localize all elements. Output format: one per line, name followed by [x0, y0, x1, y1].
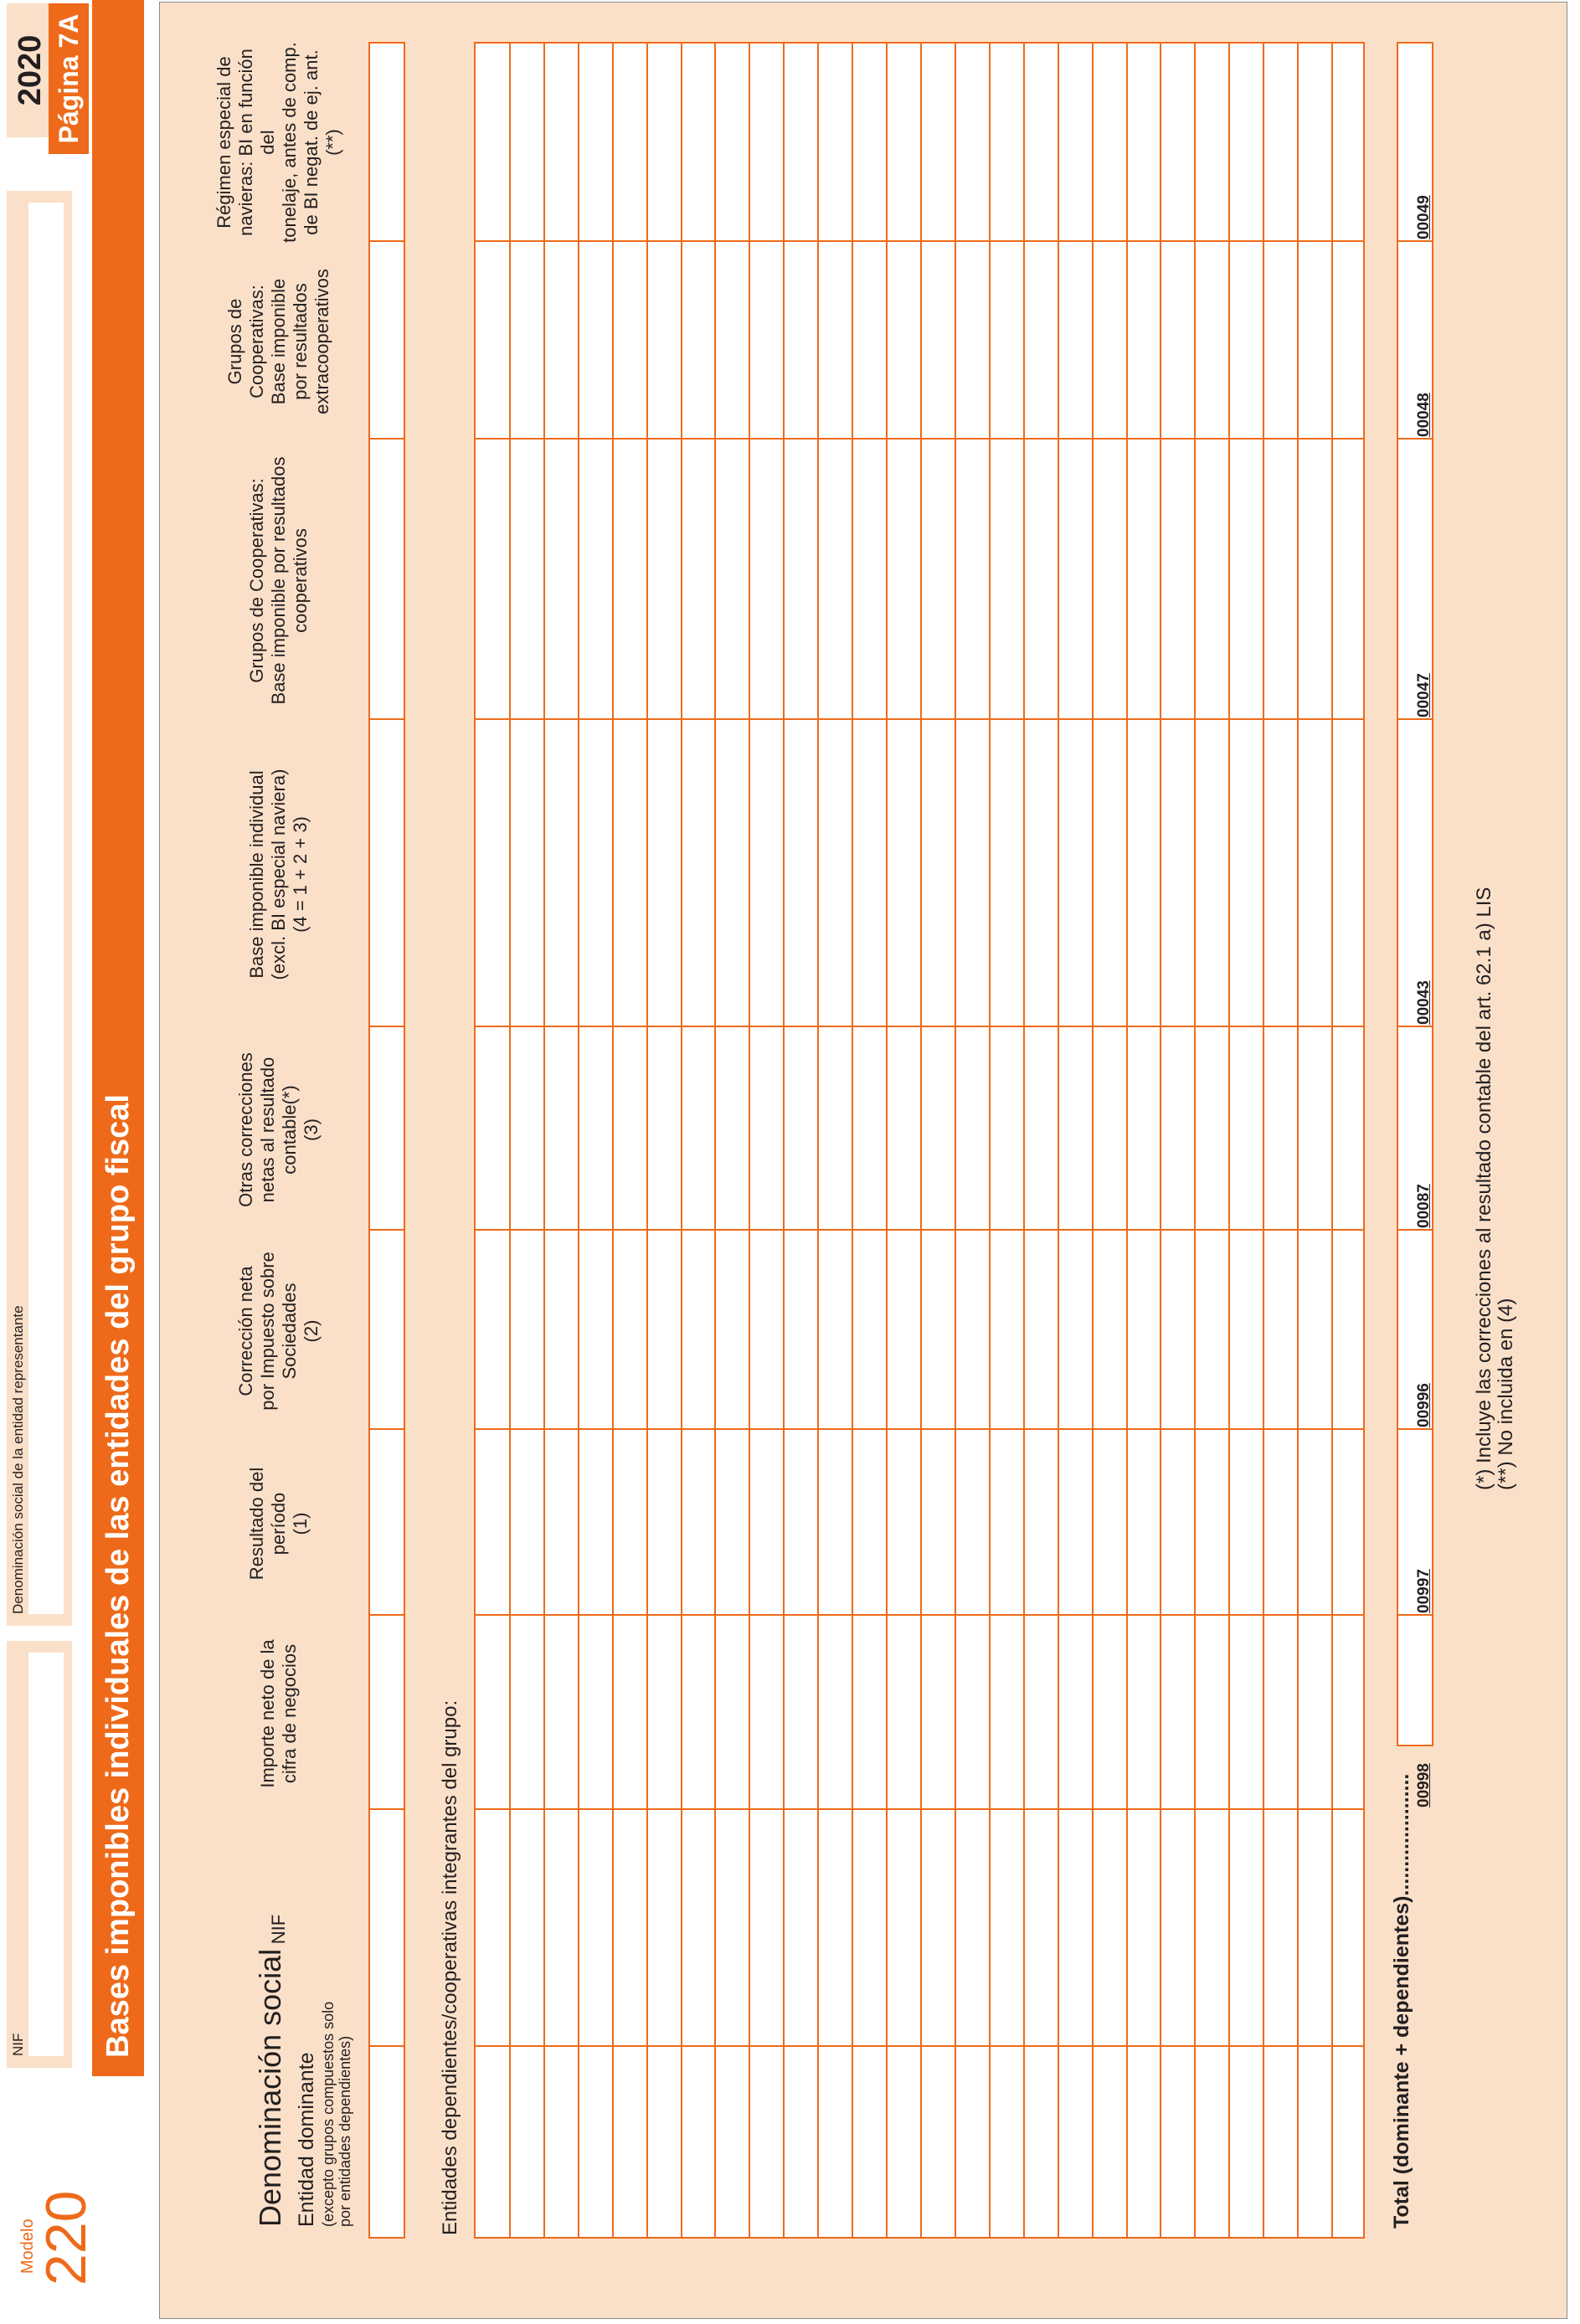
section-title: Bases imponibles individuales de las entidades del grupo fiscal — [92, 0, 144, 2076]
total-label: Total (dominante + dependientes)..................... — [1390, 1773, 1413, 2229]
column-header-label: Régimen especial de navieras: BI en función del tonelaje, antes de comp. de BI negat. de ej. ant. (**) — [214, 42, 343, 243]
total-row[interactable] — [1397, 42, 1433, 1746]
row-divider — [886, 44, 888, 2237]
row-divider — [509, 44, 511, 2237]
row-divider — [1160, 44, 1161, 2237]
entidad-dominante-label: Entidad dominante — [295, 2052, 318, 2227]
column-divider — [370, 438, 404, 440]
denominacion-heading: Denominación social — [253, 1948, 287, 2227]
column-header-3 — [193, 1431, 365, 1617]
row-divider — [852, 44, 853, 2237]
row-divider — [578, 44, 579, 2237]
page-badge: Página 7A — [49, 3, 89, 154]
row-divider — [783, 44, 785, 2237]
column-divider — [370, 240, 404, 242]
row-divider — [1263, 44, 1264, 2237]
modelo-number: 220 — [34, 2190, 98, 2285]
row-divider — [714, 44, 716, 2237]
column-header-label: Grupos de Cooperativas: Base imponible por resultados extracooperativos — [224, 269, 332, 414]
column-header-label: Importe neto de la cifra de negocios — [257, 1639, 300, 1788]
column-divider — [370, 1229, 404, 1231]
row-divider — [749, 44, 750, 2237]
row-divider — [989, 44, 991, 2237]
row-divider — [955, 44, 956, 2237]
column-divider — [370, 1614, 404, 1616]
nif-input[interactable] — [28, 1653, 64, 2056]
box-code: 00996 — [1415, 1383, 1433, 1427]
row-divider — [1023, 44, 1025, 2237]
column-header-label: Base imponible individual (excl. BI especial naviera) (4 = 1 + 2 + 3) — [246, 769, 311, 980]
column-header-8 — [193, 243, 365, 440]
footnote-1: (*) Incluye las correcciones al resultado contable del art. 62.1 a) LIS — [1473, 887, 1495, 1490]
row-divider — [1331, 44, 1333, 2237]
dominant-entity-row[interactable] — [368, 42, 405, 2239]
box-code: 00048 — [1415, 393, 1433, 437]
box-code: 00998 — [1415, 1763, 1433, 1807]
entidad-dominante-note: (excepto grupos compuestos solo por entidades dependientes) — [320, 2001, 353, 2227]
column-divider — [370, 718, 404, 720]
column-divider — [370, 1026, 404, 1027]
row-divider — [1228, 44, 1230, 2237]
year-badge: 2020 — [7, 3, 55, 137]
column-divider — [370, 2045, 404, 2047]
column-header-9 — [193, 42, 365, 243]
row-divider — [543, 44, 545, 2237]
column-divider — [1398, 438, 1432, 440]
row-divider — [817, 44, 819, 2237]
denominacion-field — [7, 191, 72, 1626]
row-divider — [1092, 44, 1094, 2237]
box-code: 00047 — [1415, 673, 1433, 717]
row-divider — [1297, 44, 1299, 2237]
column-header-label: Grupos de Cooperativas: Base imponible por resultados cooperativos — [246, 456, 311, 705]
nif-label: NIF — [10, 2033, 26, 2056]
column-header-6 — [193, 721, 365, 1028]
dependientes-label: Entidades dependientes/cooperativas integrantes del grupo: — [439, 1699, 461, 2235]
row-divider — [646, 44, 648, 2237]
footnote-2: (**) No incluida en (4) — [1495, 1298, 1517, 1490]
box-code: 00997 — [1415, 1569, 1433, 1613]
column-divider — [1398, 1614, 1432, 1616]
row-divider — [612, 44, 614, 2237]
column-header-7 — [193, 440, 365, 721]
column-divider — [1398, 1026, 1432, 1027]
column-divider — [370, 1428, 404, 1430]
column-divider — [1398, 1229, 1432, 1231]
row-divider — [920, 44, 922, 2237]
column-header-4 — [193, 1231, 365, 1431]
dependent-entities-grid[interactable] — [474, 42, 1365, 2239]
row-divider — [1126, 44, 1128, 2237]
box-code: 00043 — [1415, 980, 1433, 1025]
column-header-label: NIF — [268, 1914, 289, 1945]
denominacion-input[interactable] — [28, 203, 64, 1614]
column-header-label: Otras correcciones netas al resultado contable(*) (3) — [235, 1052, 322, 1207]
row-divider — [1194, 44, 1196, 2237]
column-header-1 — [193, 1811, 365, 2048]
row-divider — [1058, 44, 1059, 2237]
nif-field — [7, 1641, 72, 2068]
column-divider — [1398, 240, 1432, 242]
column-header-2 — [193, 1617, 365, 1811]
column-header-label: Resultado del período (1) — [246, 1467, 311, 1581]
denominacion-label: Denominación social de la entidad representante — [10, 1305, 26, 1614]
modelo-label: Modelo — [18, 2219, 37, 2274]
column-divider — [1398, 718, 1432, 720]
column-header-5 — [193, 1028, 365, 1231]
box-code: 00087 — [1415, 1184, 1433, 1228]
row-divider — [681, 44, 682, 2237]
column-divider — [1398, 1428, 1432, 1430]
column-header-label: Corrección neta por Impuesto sobre Sociedades (2) — [235, 1252, 322, 1411]
column-divider — [370, 1808, 404, 1810]
box-code: 00049 — [1415, 195, 1433, 239]
